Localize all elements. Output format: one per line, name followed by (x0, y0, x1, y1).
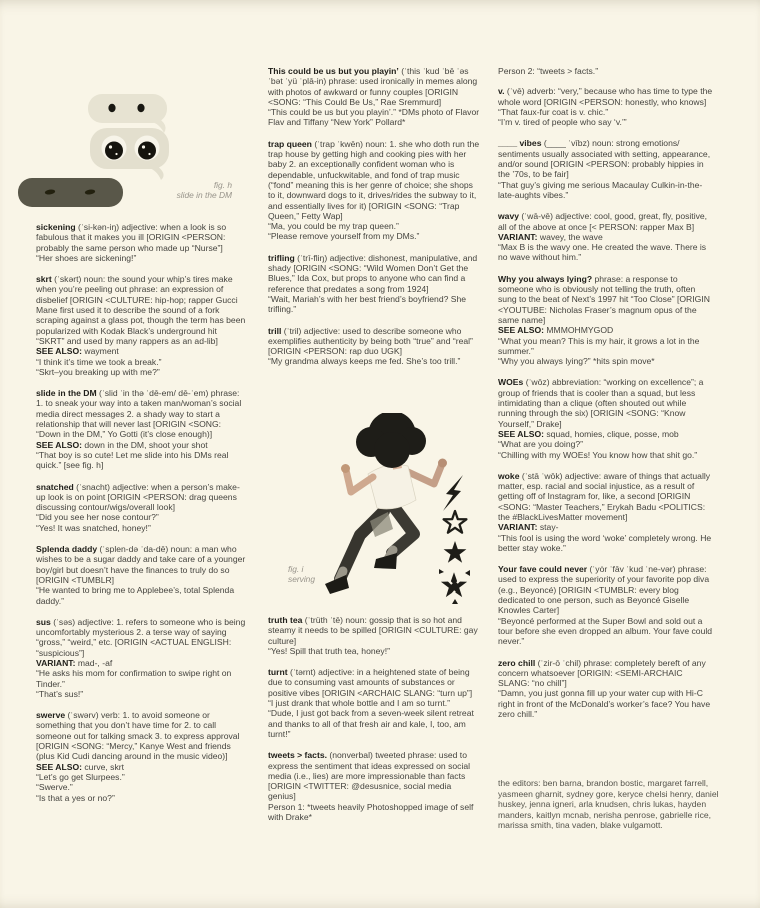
entry-this-could-be-us-but-you-playin (268, 66, 481, 128)
entry-line: Person 1: *tweets heavily Photoshopped image of self with Drake* (268, 801, 474, 823)
entry-line: “Beyoncé performed at the Super Bowl and sold out a tour before she even dropped an album. Your fave could never.” (498, 615, 713, 647)
entry-line: VARIANT: mad-, -af (36, 657, 113, 668)
column-middle-bottom (268, 615, 481, 833)
entry-vibes (498, 138, 714, 200)
entry-term: turnt (268, 667, 288, 678)
entry-sickening (36, 222, 247, 263)
entry-sus (36, 617, 247, 699)
entry-line: “What you mean? This is my hair, it grows a lot in the summer.” (498, 335, 700, 356)
entry-line: “He wanted to bring me to Applebee’s, total Splenda daddy.” (36, 585, 235, 606)
entry-definition: trill (ˈtril) adjective: used to describe someone who exemplifies authenticity by being both “true” and “real” [ORIGIN <PERSON: rap duo UGK] (268, 325, 473, 357)
entry-term: wavy (498, 211, 520, 222)
entry-definition: trap queen (ˈtrap ˈkwēn) noun: 1. she who doth run the trap house by getting high and cooking pies with her baby 2. an exceptionally confident woman who is dependable, unfuckwitable, and fond of trap music (“fond” meaning this is her genre of choice; she shops to it, downward dogs to it, drives/rides the subway to it, and essentially lives for it) [ORIGIN <SONG: “Trap Queen,” Fetty Wap] (268, 138, 480, 221)
phone-slit-eyes-icon (18, 178, 123, 207)
entry-wavy (498, 211, 714, 262)
lightning-bolt-icon (443, 475, 463, 511)
speech-bubble-dot-eyes-icon (88, 94, 167, 133)
entry-term: This could be us but you playin’ (268, 66, 399, 76)
editors-note: the editors: ben barna, brandon bostic, margaret farrell, yasmeen gharnit, sydney gore, keryce chelsi henry, daniel huskey, jenna igneri, arla knudsen, chris lukas, hayden manders, kaitlyn mcnab, nerisha penrose, gabrielle rice, marissa smith, tina vaden, blake vulgamott. (498, 778, 719, 830)
entry-term: trifling (268, 252, 295, 263)
entry-truth-tea (268, 615, 481, 656)
entry-definition: woke (ˈstā ˈwōk) adjective: aware of things that actually matter, esp. racial and social injustice, as a result of getting off of Instagram for, like, a second [ORIGIN <SONG: “Master Teachers,” Erykah Badu <POLITICS: the #BlackLivesMatter movement] (498, 470, 711, 522)
fig-h-caption-title: slide in the DM (176, 190, 232, 200)
entry-term: Your fave could never (498, 564, 588, 575)
entry-line: “That boy is so cute! Let me slide into his DMs real quick.” [see fig. h] (36, 449, 229, 471)
column-right (498, 66, 714, 730)
entry-term: woke (498, 470, 520, 481)
entry-line: “Ma, you could be my trap queen.” (268, 221, 399, 232)
entry-your-fave-could-never (498, 564, 714, 646)
entry-term: WOEs (498, 377, 524, 388)
entry-term: Why you always lying? (498, 273, 593, 284)
entry-skrt (36, 274, 247, 377)
entry-woke (498, 471, 714, 553)
entry-line: “My grandma always keeps me fed. She’s too trill.” (268, 356, 461, 367)
entry-term: sus (36, 616, 51, 627)
entry-swerve (36, 710, 247, 803)
entry-definition: swerve (ˈswərv) verb: 1. to avoid someone or something that you don’t have time for 2. to call someone out for talking smack 3. to express approval [ORIGIN <SONG: “Mercy,” Kanye West and friends (plus Kid Cudi dancing around in the music video)] (36, 710, 240, 762)
entry-line: SEE ALSO: wayment (36, 346, 119, 357)
entry-line: “Why you always lying?” *hits spin move* (498, 356, 655, 367)
entry-line: “Damn, you just gonna fill up your water cup with Hi-C right in front of the McDonald’s worker’s face? You have zero chill.” (498, 688, 711, 720)
entry-line: “Yes! Spill that truth tea, honey!” (268, 645, 390, 656)
entry-term: swerve (36, 710, 66, 721)
entry-line: “Let’s go get Slurpees.” (36, 771, 125, 782)
entry-line: “Please remove yourself from my DMs.” (268, 231, 420, 242)
fig-h-caption-label: fig. h (213, 180, 232, 190)
fig-i-caption-label: fig. i (288, 564, 304, 574)
entry-line: “That guy’s giving me serious Macaulay Culkin-in-the-late-aughts vibes.” (498, 179, 703, 200)
entry-definition: sus (ˈsəs) adjective: 1. refers to someone who is being uncomfortably mysterious 2. a terse way of saying “gross,” “weird,” etc. [ORIGIN <ACTUAL ENGLISH: “suspicious”] (36, 616, 246, 658)
entry-line: “I’m v. tired of people who say ‘v.’” (498, 117, 627, 128)
entry-line: “He asks his mom for confirmation to swipe right on Tinder.” (36, 668, 232, 689)
entry-why-you-always-lying (498, 274, 714, 367)
star-sparkle-icon (439, 569, 470, 604)
entry-trap-queen (268, 139, 481, 242)
entry-line: SEE ALSO: squad, homies, clique, posse, mob (498, 428, 679, 439)
entry-term: snatched (36, 481, 74, 492)
entry-line: “That faux-fur coat is v. chic.” (498, 106, 609, 117)
star-outline-icon (444, 511, 467, 533)
entry-line: SEE ALSO: curve, skrt (36, 761, 125, 772)
entry-definition: zero chill (ˈzir-ō ˈchil) phrase: completely bereft of any concern whatsoever [ORIGIN: <SEMI-ARCHAIC SLANG: “no chill”] (498, 657, 706, 689)
entry-splenda-daddy (36, 544, 247, 606)
entry-definition: wavy (ˈwā-vē) adjective: cool, good, great, fly, positive, all of the above at once [< PERSON: rapper Max B] (498, 211, 708, 232)
entry-term: zero chill (498, 657, 536, 668)
entry-tweets-facts (268, 750, 481, 822)
entry-line: VARIANT: wavey, the wave (498, 231, 603, 242)
fig-h-caption (110, 180, 232, 200)
entry-line: “Chilling with my WOEs! You know how that shit go.” (498, 449, 698, 460)
entry-line: “Yes! It was snatched, honey!” (36, 522, 151, 533)
entry-definition: trifling (ˈtrī-fliŋ) adjective: dishonest, manipulative, and shady [ORIGIN <SONG: “Wild Women Don’t Get the Blues,” Ida Cox, but props to anyone who can find a reference that predates a song from 1924] (268, 252, 478, 294)
entry-definition: v. (ˈvē) adverb: “very,” because who has time to type the whole word [ORIGIN <PERSON: honestly, who knows] (498, 86, 713, 107)
entry-definition: turnt (ˈtərnt) adjective: in a heightened state of being due to consuming vast amounts of substances or positive vibes [ORIGIN <ARCHAIC SLANG: “turn up”] (268, 667, 473, 698)
entry-definition: snatched (ˈsnacht) adjective: when a person’s make-up look is on point [ORIGIN <PERSON: drag queens discussing contour/wigs/overall look] (36, 481, 240, 513)
entry-definition: Person 2: “tweets > facts.” (498, 66, 599, 76)
fig-i-caption-title: serving (288, 574, 315, 584)
entry-continuation (498, 66, 714, 76)
speech-bubble-wide-eyes-icon (90, 128, 169, 180)
entry-definition: slide in the DM (ˈslid ˈin thə ˈdē-em/ dē-ˈem) phrase: 1. to sneak your way into a taken man/woman’s social media direct messages 2. a shady way to start a relationship that will never last [ORIGIN <SONG: “Down in the DM,” Yo Gotti (it’s close enough)] (36, 388, 242, 440)
entry-zero-chill (498, 658, 714, 720)
fig-i-caption (288, 564, 348, 584)
entry-definition: This could be us but you playin’ (ˈthis ˈkud ˈbē ˈəs ˈbət ˈyü ˈplā-in) phrase: used ironically in memes along with photos of awkward or funny couples [ORIGIN <SONG: “This Could Be Us,” Rae Sremmurd] (268, 66, 478, 107)
entry-definition: Splenda daddy (ˈsplen-də ˈda-dē) noun: a man who wishes to be a sugar daddy and take care of a younger boy/girl but doesn’t have the finances to truly do so [ORIGIN <TUMBLR] (36, 544, 246, 585)
column-left (36, 222, 247, 814)
entry-term: tweets > facts. (268, 750, 327, 761)
entry-v (498, 86, 714, 127)
entry-line: “Did you see her nose contour?” (36, 512, 159, 523)
entry-term: skrt (36, 274, 52, 285)
entry-term: sickening (36, 222, 76, 232)
entry-term: v. (498, 86, 505, 97)
entry-line: “Max B is the wavy one. He created the wave. There is no wave without him.” (498, 242, 707, 263)
entry-term: trap queen (268, 138, 312, 149)
star-filled-icon (444, 541, 467, 563)
entry-line: “Swerve.” (36, 782, 73, 793)
entry-line: SEE ALSO: down in the DM, shoot your shot (36, 439, 208, 450)
entry-definition: WOEs (ˈwōz) abbreviation: “working on excellence”; a group of friends that is cooler than a squad, but less intimidating than a clique (often shouted out while running through the six) [ORIGIN <SONG: “Know Yourself,” Drake] (498, 377, 704, 429)
entry-definition: sickening (ˈsi-kən-iŋ) adjective: when a look is so fabulous that it makes you ill [ORIGIN <PERSON: probably the same person who made up “Nurse”] (36, 222, 227, 253)
entry-line: “This could be us but you playin’.” *DMs photo of Flavor Flav and Tiffany “New York” Pollard* (268, 107, 480, 128)
entry-line: “This fool is using the word ‘woke’ completely wrong. He better stay woke.” (498, 532, 712, 553)
entry-line: “Skrt–you breaking up with me?” (36, 366, 160, 377)
entry-definition: tweets > facts. (nonverbal) tweeted phrase: used to express the sentiment that ideas expressed on social media (i.e., lies) are more impressionable than facts [ORIGIN <TWITTER: @desusnice, social media genius] (268, 750, 471, 802)
entry-trifling (268, 253, 481, 315)
entry-line: “Dude, I just got back from a seven-week silent retreat and thanks to all of that fresh air and kale, I, too, am turnt!” (268, 708, 474, 739)
entry-snatched (36, 482, 247, 533)
entry-line: “Is that a yes or no?” (36, 792, 115, 803)
entry-term: trill (268, 325, 282, 336)
column-middle-top (268, 66, 481, 378)
fig-i-illustration (300, 413, 485, 615)
entry-slide-in-the-dm (36, 388, 247, 470)
entry-line: “What are you doing?” (498, 439, 584, 450)
entry-line: SEE ALSO: MMMOHMYGOD (498, 325, 614, 336)
entry-line: VARIANT: stay- (498, 522, 559, 533)
entry-definition: Your fave could never (ˈyȯr ˈfāv ˈkud ˈne-vər) phrase: used to express the superiority of your favorite pop diva (e.g., Beyoncé) [ORIGIN <TUMBLR: every blog dedicated to one person, such as Beyoncé Giselle Knowles Carter] (498, 564, 710, 616)
entry-definition: truth tea (ˈtrüth ˈtē) noun: gossip that is so hot and steamy it needs to be spilled [ORIGIN <CULTURE: gay culture] (268, 615, 478, 646)
entry-line: “That’s sus!” (36, 688, 84, 699)
entry-definition: ____ vibes (____ ˈvībz) noun: strong emotions/ sentiments usually associated with setting, appearance, and/or sound [ORIGIN <PERSON: probably hippies in the ’70s, to be fair] (498, 138, 711, 180)
entry-woes (498, 377, 714, 459)
entry-term: slide in the DM (36, 388, 97, 399)
entry-definition: skrt (ˈskərt) noun: the sound your whip’s tires make when you’re peeling out phrase: an expression of disbelief [ORIGIN <CULTURE: hip-hop; rapper Gucci Mane first used it to describe the sound of a fork scraping against a glass pot, though the term has been popularized with Kodak Black’s underground hit “SKRT” and used by many rappers as an ad-lib] (36, 274, 246, 346)
entry-line: “Her shoes are sickening!” (36, 252, 137, 263)
entry-line: “I think it’s time we took a break.” (36, 356, 162, 367)
entry-line: “Wait, Mariah’s with her best friend’s boyfriend? She trifling.” (268, 293, 467, 315)
entry-term: Splenda daddy (36, 544, 98, 555)
entry-turnt (268, 667, 481, 739)
entry-line: “I just drank that whole bottle and I am so turnt.” (268, 698, 450, 709)
entry-term: truth tea (268, 615, 303, 625)
entry-trill (268, 326, 481, 367)
entry-definition: Why you always lying? phrase: a response to someone who is obviously not telling the truth, often sung to the beat of Next’s 1997 hit “Too Close” [ORIGIN <YOUTUBE: Nicholas Fraser’s magnum opus of the same name] (498, 273, 710, 325)
entry-term: ____ vibes (498, 138, 542, 149)
